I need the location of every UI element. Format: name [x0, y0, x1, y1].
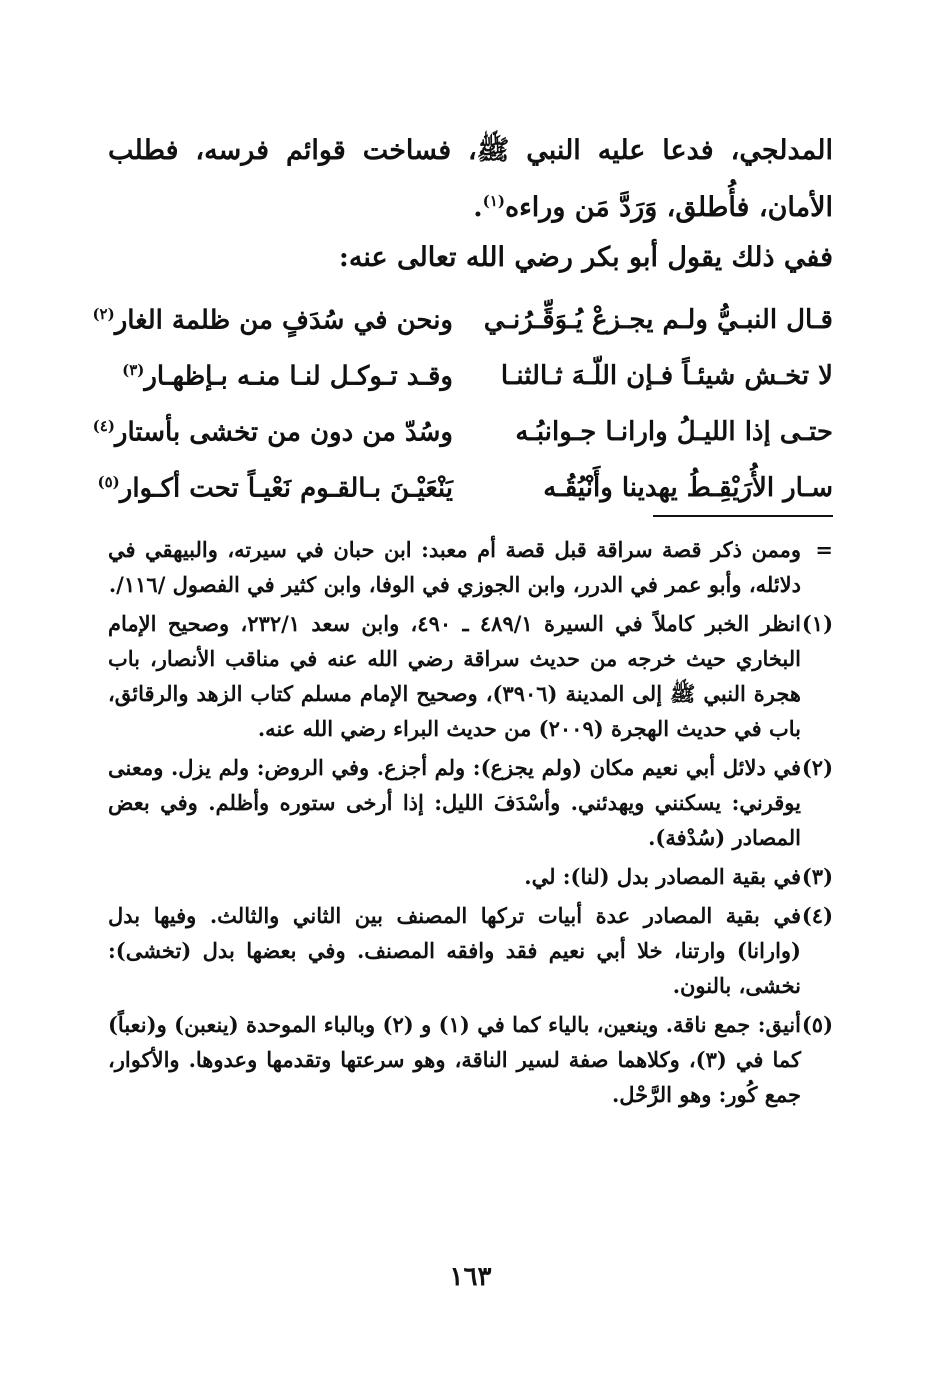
footnote-2 — [108, 750, 833, 855]
page-number: ١٦٣ — [449, 1262, 492, 1292]
verse-1 — [92, 292, 833, 348]
paragraph-text: المدلجي، فدعا عليه النبي ﷺ، فساخت قوائم فرسه، فطلب الأمان، فأُطلق، وَرَدَّ مَن وراءه — [108, 135, 833, 223]
poem-intro: ففي ذلك يقول أبو بكر رضي الله تعالى عنه: — [338, 242, 833, 273]
verse-2-second-hemistich — [108, 361, 453, 392]
footnote-divider — [653, 515, 833, 517]
verse-1-second-text: ونحن في سُدَفٍ من ظلمة الغار — [114, 305, 453, 336]
footnote-mark: (١) — [801, 611, 833, 636]
footnote-mark: = — [815, 537, 833, 562]
verse-2-first-hemistich: لا تخـش شيئـاً فـإن اللّـهَ ثـالثنـا — [500, 361, 833, 391]
footnote-1 — [108, 606, 833, 746]
footnote-text: أنيق: جمع ناقة. وينعين، بالياء كما في (١) و (٢) وبالباء الموحدة (ينعبن) و(نعباً) كما في (٣)، وكلاهما صفة لسير الناقة، وهو سرعتها وتقدمها وعدوها. والأكوار، جمع كُور: وهو الرَّحْل. — [108, 1012, 801, 1107]
body-paragraph — [108, 126, 833, 233]
verse-4-first-hemistich: سـار الأُرَيْقِـطُ يهدينا وأَنْيُقُـه — [543, 473, 833, 503]
footnotes — [108, 532, 833, 1116]
verse-2-footnote-ref: (٣) — [122, 360, 145, 379]
footnote-text: انظر الخبر كاملاً في السيرة ٤٨٩/١ ـ ٤٩٠، وابن سعد ٢٣٢/١، وصحيح الإمام البخاري حيث خرجه من حديث سراقة رضي الله عنه في مناقب الأنصار، باب هجرة النبي ﷺ إلى المدينة (٣٩٠٦)، وصحيح الإمام مسلم كتاب الزهد والرقائق، باب في حديث الهجرة (٢٠٠٩) من حديث البراء رضي الله عنه. — [108, 611, 802, 741]
verse-4-second-hemistich — [97, 472, 453, 504]
verse-1-footnote-ref: (٢) — [92, 304, 115, 323]
verse-3-footnote-ref: (٤) — [92, 416, 115, 435]
verse-2 — [108, 348, 833, 404]
footnote-ref-1: (١) — [482, 192, 505, 210]
verse-3-second-hemistich — [92, 416, 453, 448]
footnote-text: في بقية المصادر بدل (لنا): لي. — [524, 864, 801, 889]
footnote-mark: (٢) — [801, 755, 833, 780]
verse-4 — [97, 460, 833, 516]
poem — [92, 292, 833, 516]
verse-1-second-hemistich — [92, 304, 453, 336]
footnote-continued — [108, 532, 833, 602]
verse-1-first-hemistich: قـال النبـيُّ ولـم يجـزعْ يُـوَقِّـرُنـي — [483, 305, 833, 335]
footnote-mark: (٥) — [801, 1012, 833, 1037]
paragraph-end: . — [473, 192, 483, 223]
footnote-text: في بقية المصادر عدة أبيات تركها المصنف بين الثاني والثالث. وفيها بدل (وارانا) وارتنا، خلا أبي نعيم فقد وافقه المصنف. وفي بعضها بدل (تخشى): نخشى، بالنون. — [108, 903, 801, 998]
footnote-mark: (٤) — [801, 903, 833, 928]
footnote-3 — [108, 859, 833, 894]
footnote-5 — [108, 1007, 833, 1112]
footnote-text: في دلائل أبي نعيم مكان (ولم يجزع): ولم أجزع. وفي الروض: ولم يزل. ومعنى يوقرني: يسكنني ويهدئني. وأسْدَفَ الليل: إذا أرخى ستوره وأظلم. وفي بعض المصادر (سُدْفة). — [108, 755, 801, 850]
footnote-text: وممن ذكر قصة سراقة قبل قصة أم معبد: ابن حبان في سيرته، والبيهقي في دلائله، وأبو عمر في الدرر، وابن الجوزي في الوفا، وابن كثير في الفصول /١١٦/. — [108, 537, 801, 597]
verse-2-second-text: وقـد تـوكـل لنـا منـه بـإظهـار — [144, 361, 453, 392]
verse-3-first-hemistich: حتـى إذا الليـلُ وارانـا جـوانبُـه — [515, 417, 833, 447]
footnote-mark: (٣) — [801, 864, 833, 889]
verse-4-footnote-ref: (٥) — [97, 472, 120, 491]
verse-3-second-text: وسُدّ من دون من تخشى بأستار — [114, 417, 453, 448]
footnote-4 — [108, 898, 833, 1003]
verse-3 — [92, 404, 833, 460]
verse-4-second-text: يَنْعَيْـنَ بـالقـوم نَعْيـاً تحت أكـوار — [119, 473, 453, 504]
